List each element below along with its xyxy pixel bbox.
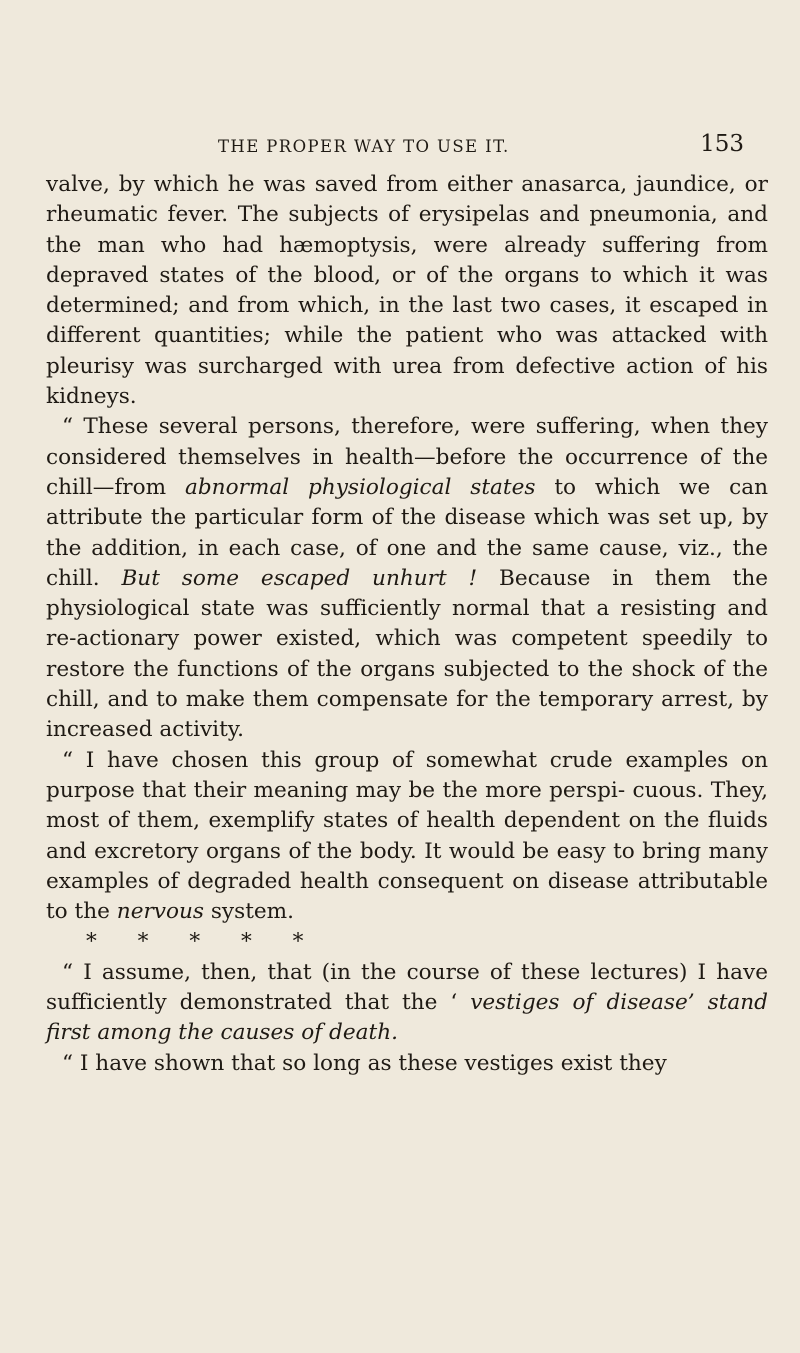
paragraph-2-emphasis-b: But some escaped unhurt ! [121, 565, 478, 591]
paragraph-4-text-a: “ I assume, then, that (in the course of these lectures) I have sufficiently demonstrated that the ‘ [46, 959, 768, 1016]
paragraph-1: valve, by which he was saved from either anasarca, jaundice, or rheumatic fever. The subjects of erysipelas and pneumonia, and the man who had hæmoptysis, were already suffering from depraved states of the blood, or of the organs to which it was determined; and from which, in the last two cases, it escaped in different quantities; while the patient who was attacked with pleurisy was surcharged with urea from defective action of his kidneys. [46, 172, 768, 410]
paragraph-5: “ I have shown that so long as these vestiges exist they [62, 1050, 667, 1076]
paragraph-2-text-c: Because in them the physiological state was sufficiently normal that a resisting and re-actionary power existed, which was competent speedily to restore the functions of the organs subjected to the shock of the chill, and to make them compensate for the temporary arrest, by increased activity. [46, 565, 769, 743]
paragraph-3-emphasis: nervous [116, 899, 204, 925]
page-header [0, 133, 800, 163]
paragraph-3-text-a: “ I have chosen this group of somewhat crude examples on purpose that their meaning may be the more perspi- cuous. They, most of them, exemplify states of health dependent on the fluids and excretory organs of the body. It would be easy to bring many examples of degraded health consequent on disease attributable to the [46, 747, 768, 925]
running-head: THE PROPER WAY TO USE IT. [218, 137, 510, 156]
paragraph-4 [46, 958, 768, 1049]
paragraph-2-text-a: “ These several persons, therefore, were suffering, when they considered themselves in health—before the occurrence of the chill—from [46, 414, 768, 500]
paragraph-3 [46, 746, 768, 928]
paragraph-3-text-b: system. [203, 899, 295, 925]
section-break-stars: * * * * * [86, 929, 304, 955]
paragraph-2-text-b: to which we can attribute the particular form of the disease which was set up, by the addition, in each case, of one and the same cause, viz., the chill. [46, 474, 769, 591]
paragraph-2-emphasis-a: abnormal physiological states [184, 474, 536, 500]
body-text [46, 170, 768, 1079]
paragraph-4-emphasis: vestiges of disease’ stand first among the causes of death. [46, 990, 768, 1046]
paragraph-2 [46, 412, 768, 745]
page-number: 153 [700, 131, 744, 157]
